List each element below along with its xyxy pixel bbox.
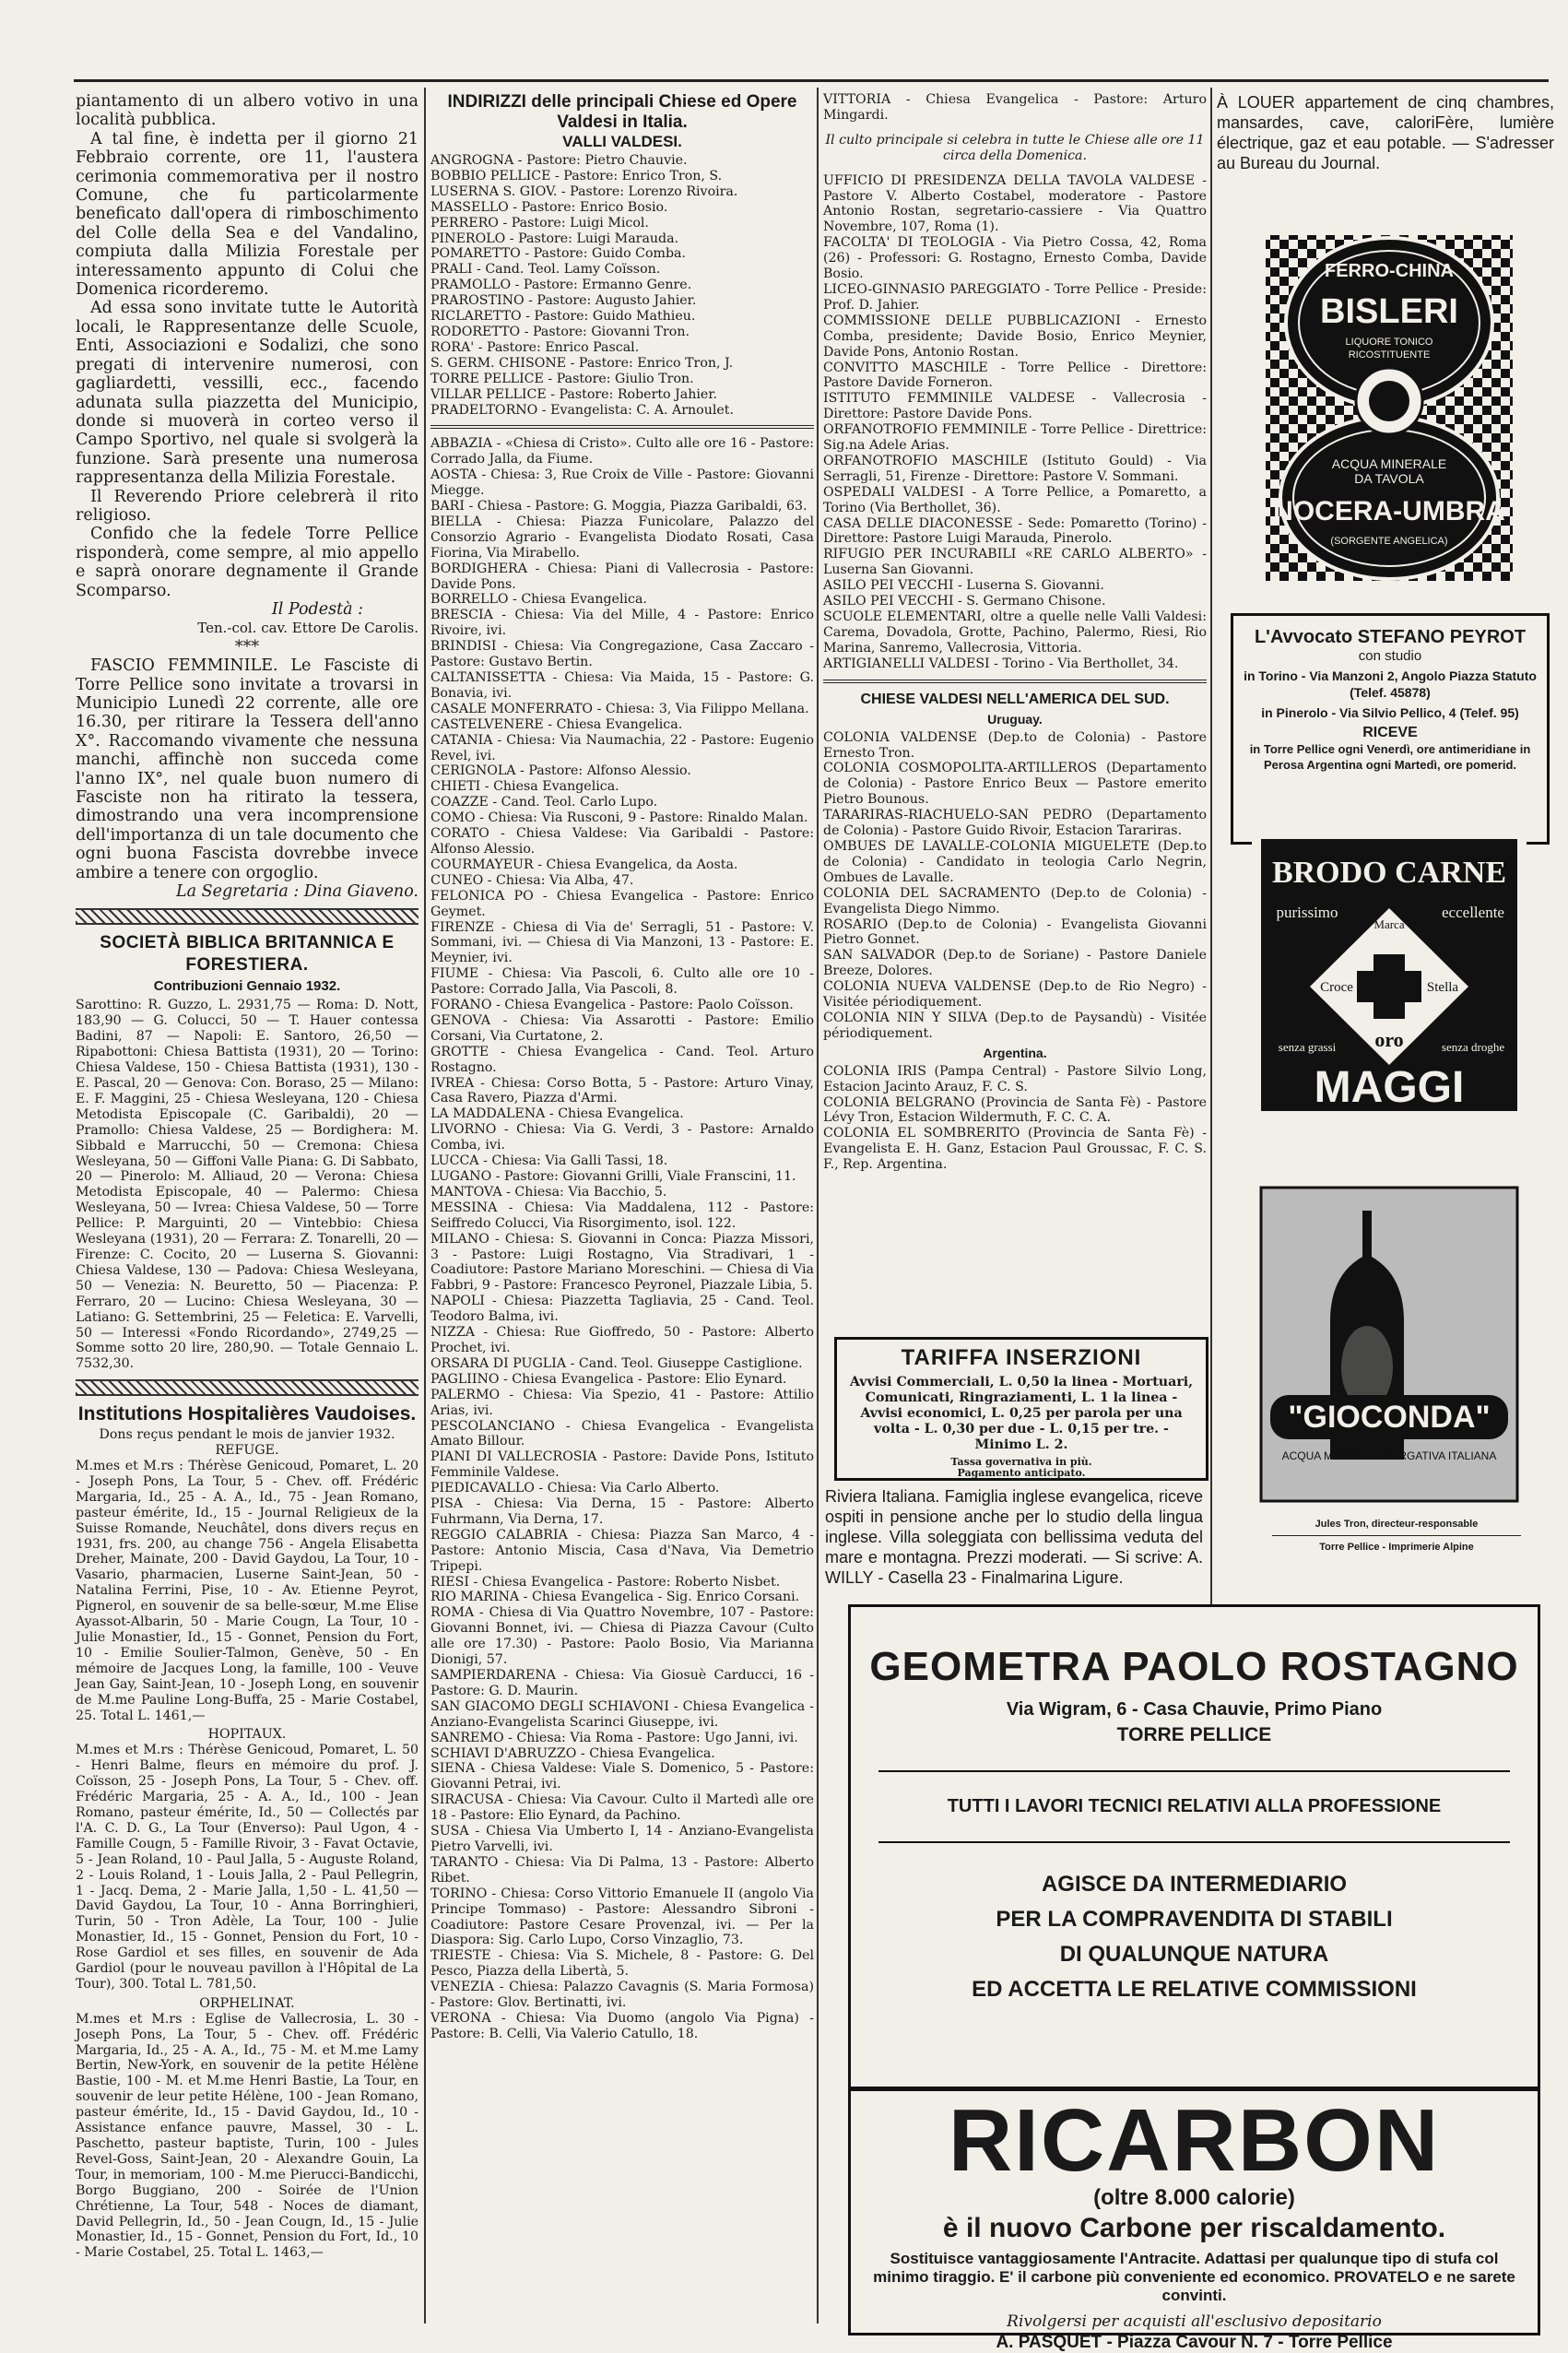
chiesa-entry: FELONICA PO - Chiesa Evangelica - Pastore: Enrico Geymet. — [430, 888, 814, 919]
uruguay-entry: TARARIRAS-RIACHUELO-SAN PEDRO (Departamento de Colonia) - Pastore Guido Rivoir, Estacion Tarariras. — [823, 808, 1207, 839]
opera-entry: UFFICIO DI PRESIDENZA DELLA TAVOLA VALDESE - Pastore V. Alberto Costabel, moderatore - Pastore Antonio Rostan, segretario-cassiere - Via Quattro Novembre, 107, Roma (1). — [823, 172, 1207, 235]
maggi-brodo: BRODO — [1271, 856, 1387, 890]
peyrot-riceve-text: in Torre Pellice ogni Venerdì, ore antimeridiane in Perosa Argentina ogni Martedì, ore pomerid. — [1249, 742, 1531, 772]
valli-title: VALLI VALDESI. — [562, 133, 682, 150]
gioconda-sub: ACQUA MINERALE PURGATIVA ITALIANA — [1281, 1449, 1497, 1462]
valli-entry: S. GERM. CHISONE - Pastore: Enrico Tron, J. — [430, 355, 734, 371]
chiesa-entry: TARANTO - Chiesa: Via Di Palma, 13 - Pastore: Alberto Ribet. — [430, 1854, 814, 1886]
chiesa-entry: TRIESTE - Chiesa: Via S. Michele, 8 - Pastore: G. Del Pesco, Piazza della Libertà, 5. — [430, 1948, 814, 1980]
chiesa-entry: CASALE MONFERRATO - Chiesa: 3, Via Filippo Mellana. — [430, 701, 809, 716]
article-paragraph: Il Reverendo Priore celebrerà il rito religioso. — [76, 487, 419, 525]
chiesa-entry: FIRENZE - Chiesa di Via de' Serragli, 51 - Pastore: V. Sommani, ivi. — Chiesa di Via Manzoni, 13 - Pastore: E. Meynier, ivi. — [430, 919, 814, 966]
valli-entry: PRAMOLLO - Pastore: Ermanno Genre. — [430, 278, 692, 293]
valli-entry: BOBBIO PELLICE - Pastore: Enrico Tron, S. — [430, 168, 723, 183]
bisleri-ad — [1252, 231, 1527, 590]
geometra-rule — [878, 1770, 1510, 1772]
podesta-label: Il Podestà : — [271, 599, 363, 619]
geometra-line1: TUTTI I LAVORI TECNICI RELATIVI ALLA PROFESSIONE — [947, 1796, 1442, 1816]
ricarbon-desc: Sostituisce vantaggiosamente l'Antracite. Adattasi per qualunque tipo di stufa col minimo tiraggio. E' il carbone più conveniente ed economico. PROVATELO e ne sarete convinti. — [873, 2250, 1515, 2304]
chiesa-entry: ORSARA DI PUGLIA - Cand. Teol. Giuseppe Castiglione. — [430, 1355, 803, 1371]
chiesa-entry: MANTOVA - Chiesa: Via Bacchio, 5. — [430, 1184, 667, 1200]
geometra-line2: AGISCE DA INTERMEDIARIO — [1041, 1872, 1348, 1897]
maggi-ad — [1252, 834, 1527, 1116]
chiesa-entry: BRINDISI - Chiesa: Via Congregazione, Casa Zaccaro - Pastore: Gustavo Bertin. — [430, 639, 814, 670]
opera-entry: ASILO PEI VECCHI - Luserna S. Giovanni. — [823, 578, 1104, 594]
geometra-line4: DI QUALUNQUE NATURA — [1059, 1942, 1329, 1967]
valli-list — [430, 153, 814, 418]
chiesa-entry: ABBAZIA - «Chiesa di Cristo». Culto alle ore 16 - Pastore: Corrado Jalla, da Fiume. — [430, 436, 814, 467]
geometra-line3: PER LA COMPRAVENDITA DI STABILI — [996, 1907, 1393, 1932]
opera-entry: RIFUGIO PER INCURABILI «RE CARLO ALBERTO» - Luserna San Giovanni. — [823, 547, 1207, 578]
chiesa-entry: BRESCIA - Chiesa: Via del Mille, 4 - Pastore: Enrico Rivoire, ivi. — [430, 608, 814, 639]
opera-entry: ORFANOTROFIO FEMMINILE - Torre Pellice - Direttrice: Sig.na Adele Arias. — [823, 422, 1207, 454]
uruguay-entry: COLONIA DEL SACRAMENTO (Dep.to de Colonia) - Evangelista Diego Nimmo. — [823, 885, 1207, 916]
uruguay-entry: OMBUES DE LAVALLE-COLONIA MIGUELETE (Dep.to de Colonia) - Candidato in teologia Carlo Negrin, Ombues de Lavalle. — [823, 838, 1207, 885]
article-paragraph: Confido che la fedele Torre Pellice risponderà, come sempre, al mio appello e saprà onorare degnamente il Grande Scomparso. — [76, 525, 419, 600]
column-4 — [1217, 92, 1554, 173]
maggi-senza-droghe: senza droghe — [1441, 1040, 1505, 1054]
peyrot-title: L'Avvocato STEFANO PEYROT — [1254, 627, 1527, 647]
bisleri-bottom: NOCERA-UMBRA — [1273, 496, 1505, 526]
societa-title: SOCIETÀ BIBLICA BRITANNICA E FORESTIERA. — [100, 933, 395, 975]
geometra-city: TORRE PELLICE — [1116, 1724, 1272, 1745]
orph-text: M.mes et M.rs : Eglise de Vallecrosia, L. 30 - Joseph Pons, La Tour, 5 - Chev. off. Frédéric Margaria, Id., 25 - A. A., Id., 75 - M. et M.me Lamy Bertin, New-York, en souvenir de la petite Hélène Bastie, 100 - M. et M.me Henri Bastie, La Tour, en souvenir de leur petite Hélène, 100 - Jean Romano, pasteur émérite, Id., 15 - David Gaydou, Id., 10 - Assistance enfance pauvre, Massel, 30 - L. Paschetto, pasteur baptiste, Turin, 100 - Jules Revel-Goss, Saint-Jean, 20 - Alexandre Gouin, La Tour, in memoriam, 100 - M.me Pierucci-Bandicchi, Borgo Buggiano, 200 - Soirée de l'Union Chrétienne, La Tour, 548 - Noces de diamant, David Pellegrin, Id., 50 - Jean Cougn, Id., 15 - Julie Monastier, Id., 15 - Gonnet, Pension du Fort, Id., 10 - Marie Costabel, 25. Total L. 1463,— — [76, 2011, 419, 2261]
bisleri-top: FERRO-CHINA — [1325, 261, 1454, 281]
geometra-line5: ED ACCETTA LE RELATIVE COMMISSIONI — [972, 1977, 1417, 2002]
ornamental-divider — [76, 908, 419, 925]
opera-entry: OSPEDALI VALDESI - A Torre Pellice, a Pomaretto, a Torino (Via Berthollet, 36). — [823, 484, 1207, 515]
valli-entry: RORA' - Pastore: Enrico Pascal. — [430, 339, 640, 355]
refuge-text: M.mes et M.rs : Thérèse Genicoud, Pomaret, L. 20 - Joseph Pons, La Tour, 5 - Chev. off. Frédéric Margaria, Id., 25 - A. A., Id., 75 - Jean Romano, pasteur émérite, Id., 15 - Journal Religieux de la Suisse Romande, Neuchâtel, dons divers reçus en 1931, frs. 200, au change 756 - Angela Elisabetta Dreher, Mainate, 200 - David Gaydou, La Tour, 10 - Vasario, pharmacien, Luserne Saint-Jean, 50 - Natalina Ferrini, Pise, 10 - Av. Etienne Peyrot, Pignerol, en souvenir de sa belle-sœur, M.me Elise Ayassot-Albarin, 50 - Marie Cougn, La Tour, 10 - Julie Monastier, Id., 15 - Gonnet, Pension du Fort, 10 - Emilie Soulier-Talmon, Genève, 50 - En mémoire de Jacques Long, la famille, 100 - Veuve Jean Gay, Saint-Jean, 10 - Joseph Long, en souvenir de M.me Pauline Long-Buffa, 25 - Marie Costabel, 25. Total L. 1461,— — [76, 1459, 419, 1723]
chiesa-entry: SIRACUSA - Chiesa: Via Cavour. Culto il Martedì alle ore 18 - Pastore: Elio Eynard, da Pachino. — [430, 1792, 814, 1824]
geometra-address: Via Wigram, 6 - Casa Chauvie, Primo Piano — [1006, 1699, 1383, 1720]
alouer-ad: À LOUER appartement de cinq chambres, mansardes, cave, caloriFère, lumière électrique, gaz et eau potable. — S'adresser au Bureau du Journal. — [1217, 93, 1554, 172]
uruguay-entry: COLONIA NUEVA VALDENSE (Dep.to de Rio Negro) - Visitée périodiquement. — [823, 979, 1207, 1011]
maggi-croce: Croce — [1320, 980, 1353, 995]
maggi-eccellente: eccellente — [1442, 904, 1504, 921]
chiesa-entry: MESSINA - Chiesa: Via Maddalena, 112 - Pastore: Seiffredo Colucci, Via Risorgimento, isol. 122. — [430, 1200, 814, 1231]
chiesa-entry: GROTTE - Chiesa Evangelica - Cand. Teol. Arturo Rostagno. — [430, 1044, 814, 1075]
opera-entry: ORFANOTROFIO MASCHILE (Istituto Gould) - Via Serragli, 51, Firenze - Direttore: Pastore V. Sommani. — [823, 453, 1207, 484]
tariffa-tax: Tassa governativa in più. — [950, 1455, 1092, 1468]
chiesa-entry: CATANIA - Chiesa: Via Naumachia, 22 - Pastore: Eugenio Revel, ivi. — [430, 732, 814, 763]
valli-entry: PERRERO - Pastore: Luigi Micol. — [430, 215, 649, 231]
ricarbon-slogan: è il nuovo Carbone per riscaldamento. — [942, 2213, 1446, 2243]
maggi-stella: Stella — [1426, 980, 1459, 995]
chiesa-entry: LA MADDALENA - Chiesa Evangelica. — [430, 1106, 684, 1122]
chiesa-entry: RIESI - Chiesa Evangelica - Pastore: Roberto Nisbet. — [430, 1574, 781, 1590]
uruguay-entry: COLONIA COSMOPOLITA-ARTILLEROS (Departamento de Colonia) - Pastore Enrico Beux — Pastore emerito Pietro Bounous. — [823, 761, 1207, 808]
chiesa-entry: PIANI DI VALLECROSIA - Pastore: Davide Pons, Istituto Femminile Valdese. — [430, 1449, 814, 1481]
chiesa-entry: FIUME - Chiesa: Via Pascoli, 6. Culto alle ore 10 - Pastore: Corrado Jalla, Via Pascoli, 8. — [430, 966, 814, 998]
valli-entry: PRALI - Cand. Teol. Lamy Coïsson. — [430, 262, 661, 278]
maggi-senza-grassi: senza grassi — [1278, 1040, 1337, 1054]
opere-list — [823, 173, 1207, 672]
chiesa-entry: LIVORNO - Chiesa: Via G. Verdi, 3 - Pastore: Arnaldo Comba, ivi. — [430, 1122, 814, 1153]
segretaria-signature: La Segretaria : Dina Giaveno. — [176, 882, 419, 902]
column-1 — [76, 92, 419, 2261]
valli-entry: ANGROGNA - Pastore: Pietro Chauvie. — [430, 153, 688, 168]
valli-entry: RODORETTO - Pastore: Giovanni Tron. — [430, 324, 690, 339]
tariffa-title: TARIFFA INSERZIONI — [901, 1345, 1142, 1370]
tariffa-box — [834, 1337, 1208, 1481]
chiesa-entry: TORINO - Chiesa: Corso Vittorio Emanuele II (angolo Via Principe Tommaso) - Pastore: Alessandro Sibroni - Coadiutore: Pastore Cesare Provenzal, ivi. — Per la Diaspora: Sig. Carlo Lupo, Corso Vinzaglio, 73. — [430, 1886, 814, 1948]
indirizzi-title: INDIRIZZI delle principali Chiese ed Opere Valdesi in Italia. — [447, 92, 797, 132]
chiesa-entry: FORANO - Chiesa Evangelica - Pastore: Paolo Coïsson. — [430, 998, 794, 1013]
geometra-title: GEOMETRA PAOLO ROSTAGNO — [869, 1644, 1519, 1689]
tariffa-text: Avvisi Commerciali, L. 0,50 la linea - Mortuari, Comunicati, Ringraziamenti, L. 1 la linea - Avvisi economici, L. 0,25 per parola per una volta - L. 0,30 per due - L. 0,15 per tre. - Minimo L. 2. — [849, 1375, 1194, 1452]
maggi-carne: CARNE — [1395, 856, 1507, 890]
article-intro: piantamento di un albero votivo in una località pubblica. — [76, 92, 419, 130]
geometra-rule — [878, 1841, 1510, 1843]
maggi-brand: MAGGI — [1314, 1063, 1465, 1112]
uruguay-title: Uruguay. — [987, 711, 1043, 727]
opera-entry: CONVITTO MASCHILE - Torre Pellice - Direttore: Pastore Davide Forneron. — [823, 360, 1207, 391]
gioconda-ad — [1252, 1183, 1527, 1508]
hopitaux-text: M.mes et M.rs : Thérèse Genicoud, Pomaret, L. 50 - Henri Balme, fleurs en mémoire du prof. J. Coïsson, 25 - Joseph Pons, La Tour, 5 - Chev. off. Frédéric Margaria, 25 - A. A., Id., 100 - Jean Romano, pasteur émérite, Id., 50 — Collectés par l'A. C. D. G., La Tour (Enverso): Paul Ugon, 4 - Famille Cougn, 5 - Famille Rivoir, 3 - Favat Octavie, 5 - Jean Roland, 10 - Paul Jalla, 5 - Auguste Roland, 2 - Louis Roland, 1 - Louis Jalla, 2 - Paul Pellegrin, 1 - Jacq. Dema, 2 - Marie Jalla, 1,50 - L. 41,50 — David Gaydou, La Tour, 10 - Anna Borringhieri, Turin, 50 - Tron Adèle, La Tour, 100 - Julie Monastier, Id., 15 - Gonnet, Pension du Fort, 10 - Rose Gardiol et ses filles, en souvenir de Ada Gardiol (pour le nouveau pavillon à l'Hôpital de La Tour), 300. Total L. 781,50. — [76, 1743, 419, 1992]
contrib-text: Sarottino: R. Guzzo, L. 2931,75 — Roma: D. Nott, 183,90 — G. Colucci, 50 — T. Hauer contessa Badini, 87 — Napoli: E. Santoro, 26,50 — Ripabottoni: Chiesa Battista (1931), 20 — Torino: Chiesa Valdese, 150 - Chiesa Battista (1931), 130 - E. Pascal, 20 — Genova: Con. Boraso, 25 — Milano: E. F. Maggini, 25 - Chiesa Wesleyana, 120 - Chiesa Metodista Episcopale (C. Garibaldi), 20 — Pramollo: Chiesa Valdese, 25 — Bordighera: M. Sibbald e Marrucchi, 50 — Cremona: Chiesa Wesleyana, 50 — Giffoni Valle Piana: G. Di Sabbato, 20 — Pinerolo: M. Alliaud, 20 — Verona: Chiesa Metodista Episcopale, 40 — Palermo: Chiesa Wesleyana, 50 — Ivrea: Chiesa Valdese, 50 — Torre Pellice: P. Marguinti, 20 — Vintebbio: Chiesa Wesleyana (1931), 20 — Ferrara: Z. Tonarelli, 20 — Firenze: C. Cocito, 20 — Luserna S. Giovanni: Chiesa Valdese, 130 — Padova: Chiesa Wesleyana, 50 — Venezia: N. Beuretto, 50 — Piacenza: P. Ferraro, 20 — Lucino: Chiesa Wesleyana, 30 — Latiano: G. Settembrini, 25 — Feletica: E. Varvelli, 50 — Interessi «Fondo Ricordando», 2749,25 — Somme sotto 20 lire, 280,90. — Totale Gennaio L. 7532,30. — [76, 998, 419, 1372]
chiesa-entry: SANREMO - Chiesa: Via Roma - Pastore: Ugo Janni, ivi. — [430, 1730, 798, 1745]
orph-title: ORPHELINAT. — [199, 1995, 295, 2011]
chiesa-entry: SIENA - Chiesa Valdese: Viale S. Domenico, 5 - Pastore: Giovanni Petrai, ivi. — [430, 1761, 814, 1792]
valli-entry: VILLAR PELLICE - Pastore: Roberto Jahier. — [430, 386, 718, 402]
bisleri-mid1: ACQUA MINERALE — [1331, 456, 1447, 471]
chiesa-entry: PISA - Chiesa: Via Derna, 15 - Pastore: Alberto Fuhrmann, Via Derna, 17. — [430, 1496, 814, 1527]
opera-entry: ASILO PEI VECCHI - S. Germano Chisone. — [823, 594, 1106, 609]
argentina-entry: COLONIA BELGRANO (Provincia de Santa Fè) - Pastore Lévy Tron, Estacion Wildermuth, F. C. C. A. — [823, 1094, 1207, 1126]
chiesa-entry: BARI - Chiesa - Pastore: G. Moggia, Piazza Garibaldi, 63. — [430, 499, 808, 514]
peyrot-ad — [1231, 613, 1550, 845]
chiesa-entry: COMO - Chiesa: Via Rusconi, 9 - Pastore: Rinaldo Malan. — [430, 810, 808, 826]
maggi-brodo-carne — [1272, 856, 1506, 890]
column-rule — [817, 88, 819, 2323]
chiesa-entry: BORDIGHERA - Chiesa: Piani di Vallecrosia - Pastore: Davide Pons. — [430, 561, 814, 592]
inst-subtitle: Dons reçus pendant le mois de janvier 1932. — [99, 1427, 395, 1443]
chiesa-entry: NAPOLI - Chiesa: Piazzetta Tagliavia, 25 - Cand. Teol. Teodoro Balma, ivi. — [430, 1294, 814, 1325]
peyrot-torino: in Torino - Via Manzoni 2, Angolo Piazza Statuto (Telef. 45878) — [1244, 668, 1537, 700]
peyrot-studio: con studio — [1358, 648, 1422, 664]
ricarbon-calorie: (oltre 8.000 calorie) — [1093, 2185, 1295, 2210]
bisleri-brand: BISLERI — [1320, 292, 1458, 331]
column-3 — [823, 92, 1207, 1173]
fascio-notice: FASCIO FEMMINILE. Le Fasciste di Torre Pellice sono invitate a trovarsi in Municipio Lunedì 22 corrente, alle ore 16.30, per ritirare la Tessera dell'anno X°. Raccomando vivamente che nessuna manchi, affinchè non succeda come l'anno IX°, nel quale buon numero di Fasciste non ha ritirato la tessera, dimostrando una vera incomprensione dell'importanza di un tale documento che ogni buona Fascista dovrebbe invece ambire a tenere con orgoglio. — [76, 656, 419, 882]
opera-entry: FACOLTA' DI TEOLOGIA - Via Pietro Cossa, 42, Roma (26) - Professori: G. Rostagno, Ernesto Comba, Davide Bosio. — [823, 235, 1207, 282]
vittoria-entry: VITTORIA - Chiesa Evangelica - Pastore: Arturo Mingardi. — [823, 92, 1207, 123]
ricarbon-ad — [848, 2088, 1540, 2352]
chiesa-entry: CORATO - Chiesa Valdese: Via Garibaldi - Pastore: Alfonso Alessio. — [430, 826, 814, 857]
opera-entry: CASA DELLE DIACONESSE - Sede: Pomaretto (Torino) - Direttore: Pastore Luigi Marauda, Pinerolo. — [823, 515, 1207, 547]
bisleri-sorgente: (SORGENTE ANGELICA) — [1330, 536, 1448, 547]
maggi-purissimo: purissimo — [1276, 904, 1338, 921]
uruguay-entry: COLONIA NIN Y SILVA (Dep.to de Paysandù) - Visitée périodiquement. — [823, 1010, 1207, 1041]
chiesa-entry: VERONA - Chiesa: Via Duomo (angolo Via Pigna) - Pastore: B. Celli, Via Valerio Catullo, 18. — [430, 2010, 814, 2041]
chiesa-entry: PALERMO - Chiesa: Via Spezio, 41 - Pastore: Attilio Arias, ivi. — [430, 1387, 814, 1418]
argentina-title: Argentina. — [983, 1045, 1047, 1060]
peyrot-riceve: RICEVE — [1362, 725, 1418, 740]
bisleri-sub2: RICOSTITUENTE — [1348, 349, 1431, 361]
chiesa-entry: BORRELLO - Chiesa Evangelica. — [430, 592, 647, 608]
maggi-oro: oro — [1374, 1028, 1404, 1051]
opera-entry: COMMISSIONE DELLE PUBBLICAZIONI - Ernesto Comba, presidente; Davide Bosio, Enrico Meynier, Davide Pons, Antonio Rostan. — [823, 313, 1207, 360]
valli-entry: LUSERNA S. GIOV. - Pastore: Lorenzo Rivoira. — [430, 183, 738, 199]
article-paragraph: Ad essa sono invitate tutte le Autorità locali, le Rappresentanze delle Scuole, Enti, Associazioni e Sodalizi, che sono pregati di intervenire numerosi, con gagliardetti, vessilli, ecc., facendo adunata sulla piazzetta del Municipio, donde si muoverà in corteo verso il Campo Sportivo, nel quale si svolgerà la funzione. Sarà presente una numerosa rappresentanza della Milizia Forestale. — [76, 299, 419, 488]
chiesa-entry: PESCOLANCIANO - Chiesa Evangelica - Evangelista Amato Billour. — [430, 1418, 814, 1449]
hopitaux-title: HOPITAUX. — [207, 1727, 287, 1743]
culto-note: Il culto principale si celebra in tutte le Chiese alle ore 11 circa della Domenica. — [825, 132, 1205, 163]
chiesa-entry: BIELLA - Chiesa: Piazza Funicolare, Palazzo del Consorzio Agrario - Evangelista Diodato Rosati, Casa Fiorina, Via Mirabello. — [430, 514, 814, 561]
gioconda-brand: "GIOCONDA" — [1288, 1400, 1491, 1435]
chiesa-entry: NIZZA - Chiesa: Rue Gioffredo, 50 - Pastore: Alberto Prochet, ivi. — [430, 1325, 814, 1355]
maggi-graphic — [1252, 834, 1527, 1116]
section-rule — [823, 680, 1207, 683]
chiesa-entry: PAGLIINO - Chiesa Evangelica - Pastore: Elio Eynard. — [430, 1371, 787, 1387]
riviera-ad: Riviera Italiana. Famiglia inglese evangelica, riceve ospiti in pensione anche per lo studio della lingua inglese. Villa soleggiata con bellissima veduta del mare e montagna. Prezzi moderati. — Si scrive: A. WILLY - Casella 23 - Finalmarina Ligure. — [825, 1487, 1203, 1587]
chiesa-entry: CHIETI - Chiesa Evangelica. — [430, 779, 619, 795]
opera-entry: ISTITUTO FEMMINILE VALDESE - Vallecrosia - Direttore: Pastore Davide Pons. — [823, 391, 1207, 422]
chiesa-entry: COAZZE - Cand. Teol. Carlo Lupo. — [430, 795, 658, 810]
chiesa-entry: SCHIAVI D'ABRUZZO - Chiesa Evangelica. — [430, 1745, 715, 1761]
chiesa-entry: PIEDICAVALLO - Chiesa: Via Carlo Alberto. — [430, 1481, 720, 1496]
opera-entry: SCUOLE ELEMENTARI, oltre a quelle nelle Valli Valdesi: Carema, Dovadola, Grotte, Pachino, Palermo, Riesi, Rio Marina, Sanremo, Vallecrosia, Vittoria. — [823, 609, 1207, 656]
footer-printer: Torre Pellice - Imprimerie Alpine — [1319, 1542, 1474, 1553]
chiesa-entry: LUGANO - Pastore: Giovanni Grilli, Viale Franscini, 11. — [430, 1169, 796, 1184]
argentina-entry: COLONIA IRIS (Pampa Central) - Pastore Silvio Long, Estacion Jacinto Arauz, F. C. S. — [823, 1063, 1207, 1094]
uruguay-entry: COLONIA VALDENSE (Dep.to de Colonia) - Pastore Ernesto Tron. — [823, 729, 1207, 761]
chiesa-entry: CERIGNOLA - Pastore: Alfonso Alessio. — [430, 763, 691, 779]
valli-entry: POMARETTO - Pastore: Guido Comba. — [430, 246, 687, 262]
chiesa-entry: AOSTA - Chiesa: 3, Rue Croix de Ville - Pastore: Giovanni Miegge. — [430, 467, 814, 499]
article-paragraph: A tal fine, è indetta per il giorno 21 Febbraio corrente, ore 11, l'austera cerimonia commemorativa per il nostro Comune, che fu particolarmente beneficato dall'opera di rimboschimento del Colle della Sea e del Vandalino, compiuta dalla Milizia Forestale per interessamento appunto di Colui che Domenica ricorderemo. — [76, 129, 419, 300]
chiesa-entry: CASTELVENERE - Chiesa Evangelica. — [430, 716, 683, 732]
chiesa-entry: LUCCA - Chiesa: Via Galli Tassi, 18. — [430, 1153, 668, 1169]
uruguay-list — [823, 730, 1207, 1042]
chiesa-entry: MILANO - Chiesa: S. Giovanni in Conca: Piazza Missori, 3 - Pastore: Luigi Rostagno, Via Stradivari, 1 - Coadiutore: Pastore Mariano Moreschini. — Chiesa di Via Fabbri, 9 - Pastore: Francesco Peyronel, Piazzale Libia, 5. — [430, 1231, 814, 1294]
inst-title: Institutions Hospitalières Vaudoises. — [77, 1403, 417, 1425]
chiesa-entry: VENEZIA - Chiesa: Palazzo Cavagnis (S. Maria Formosa) - Pastore: Glov. Bertinatti, ivi. — [430, 1980, 814, 2011]
section-rule — [430, 425, 814, 429]
chiesa-entry: CUNEO - Chiesa: Via Alba, 47. — [430, 872, 634, 888]
valli-entry: PINEROLO - Pastore: Luigi Marauda. — [430, 231, 679, 246]
valli-entry: RICLARETTO - Pastore: Guido Mathieu. — [430, 309, 696, 325]
opera-entry: LICEO-GINNASIO PAREGGIATO - Torre Pellice - Preside: Prof. D. Jahier. — [823, 281, 1207, 313]
valli-entry: PRADELTORNO - Evangelista: C. A. Arnoulet. — [430, 402, 734, 418]
chiesa-entry: CALTANISSETTA - Chiesa: Via Maida, 15 - Pastore: G. Bonavia, ivi. — [430, 670, 814, 701]
chiese-list — [430, 436, 814, 2041]
footer-rule — [1272, 1535, 1521, 1536]
chiesa-entry: IVREA - Chiesa: Corso Botta, 5 - Pastore: Arturo Vinay, Casa Ravero, Piazza d'Armi. — [430, 1075, 814, 1106]
opera-entry: ARTIGIANELLI VALDESI - Torino - Via Berthollet, 34. — [823, 656, 1179, 671]
ricarbon-depositario: A. PASQUET - Piazza Cavour N. 7 - Torre Pellice — [996, 2333, 1393, 2352]
chiesa-entry: RIO MARINA - Chiesa Evangelica - Sig. Enrico Corsani. — [430, 1590, 800, 1605]
footer-director: Jules Tron, directeur-responsable — [1315, 1519, 1479, 1530]
chiesa-entry: SUSA - Chiesa Via Umberto I, 14 - Anziano-Evangelista Pietro Varvelli, ivi. — [430, 1824, 814, 1854]
valli-entry: MASSELLO - Pastore: Enrico Bosio. — [430, 199, 668, 215]
argentina-list — [823, 1064, 1207, 1173]
bisleri-graphic — [1252, 231, 1527, 590]
top-rule — [74, 79, 1549, 82]
chiesa-entry: REGGIO CALABRIA - Chiesa: Piazza San Marco, 4 - Pastore: Antonio Miscia, Casa d'Nava, Via Demetrio Tripepi. — [430, 1527, 814, 1574]
geometra-ad — [848, 1604, 1540, 2089]
chiesa-entry: GENOVA - Chiesa: Via Assarotti - Pastore: Emilio Corsani, Via Curtatone, 2. — [430, 1012, 814, 1044]
refuge-title: REFUGE. — [215, 1443, 279, 1459]
ornamental-divider — [76, 1379, 419, 1396]
column-2 — [430, 92, 814, 2042]
chiesa-entry: SAMPIERDARENA - Chiesa: Via Giosuè Carducci, 16 - Pastore: G. D. Maurin. — [430, 1668, 814, 1698]
sud-title: CHIESE VALDESI NELL'AMERICA DEL SUD. — [860, 691, 1170, 707]
section-stars: *** — [234, 637, 260, 656]
valli-entry: PRAROSTINO - Pastore: Augusto Jahier. — [430, 293, 697, 309]
chiesa-entry: COURMAYEUR - Chiesa Evangelica, da Aosta. — [430, 857, 738, 872]
column-rule — [424, 88, 426, 2323]
gioconda-graphic — [1252, 1183, 1527, 1508]
contrib-title: Contribuzioni Gennaio 1932. — [153, 978, 341, 995]
ricarbon-brand: RICARBON — [948, 2091, 1441, 2190]
chiesa-entry: SAN GIACOMO DEGLI SCHIAVONI - Chiesa Evangelica - Anziano-Evangelista Scarinci Giuseppe, ivi. — [430, 1698, 814, 1730]
peyrot-pinerolo: in Pinerolo - Via Silvio Pellico, 4 (Telef. 95) — [1261, 705, 1519, 720]
podesta-signature: Ten.-col. cav. Ettore De Carolis. — [197, 620, 419, 637]
uruguay-entry: ROSARIO (Dep.to de Colonia) - Evangelista Giovanni Pietro Gonnet. — [823, 916, 1207, 948]
bisleri-mid2: DA TAVOLA — [1354, 471, 1424, 486]
argentina-entry: COLONIA EL SOMBRERITO (Provincia de Santa Fè) - Evangelista E. H. Ganz, Estacion Paul Groussac, F. C. S. F., Rep. Argentina. — [823, 1126, 1207, 1173]
ricarbon-rivolgersi: Rivolgersi per acquisti all'esclusivo depositario — [1007, 2312, 1382, 2331]
bisleri-sub1: LIQUORE TONICO — [1345, 337, 1433, 348]
valli-entry: TORRE PELLICE - Pastore: Giulio Tron. — [430, 371, 694, 386]
tariffa-payment: Pagamento anticipato. — [957, 1466, 1086, 1479]
chiesa-entry: ROMA - Chiesa di Via Quattro Novembre, 107 - Pastore: Giovanni Bonnet, ivi. — Chiesa di Piazza Cavour (Culto alle ore 17.30) - Pastore: Paolo Bosio, Via Marianna Dionigi, 57. — [430, 1605, 814, 1668]
uruguay-entry: SAN SALVADOR (Dep.to de Soriane) - Pastore Daniele Breeze, Dolores. — [823, 948, 1207, 979]
maggi-marca: Marca — [1373, 917, 1405, 931]
